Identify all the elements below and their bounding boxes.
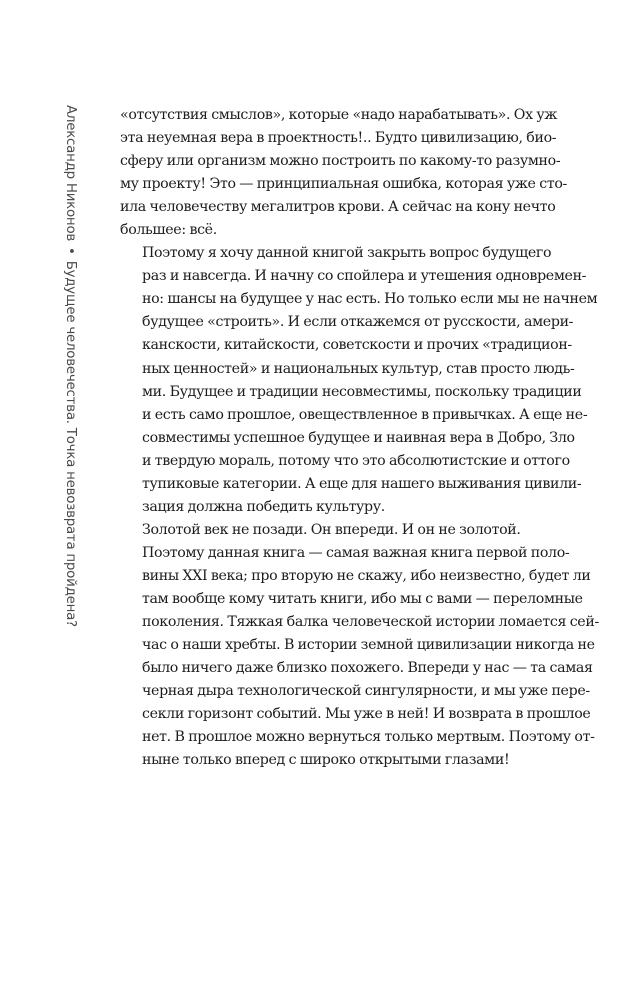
text-line: поколения. Тяжкая балка человеческой истории ломается сей- — [142, 614, 599, 631]
running-head-book-title: Будущее человечества. Точка невозврата пройдена? — [63, 260, 78, 627]
text-line: эта неуемная вера в проектность!.. Будто цивилизацию, био- — [120, 130, 557, 147]
running-head — [59, 105, 81, 665]
text-line: зация должна победить культуру. — [142, 498, 385, 515]
paragraph — [120, 519, 526, 542]
paragraph — [120, 542, 599, 772]
text-line: черная дыра технологической сингулярности, и мы уже пере- — [142, 683, 590, 700]
text-line: совместимы успешное будущее и наивная вера в Добро, Зло — [142, 429, 575, 446]
text-line: но: шансы на будущее у нас есть. Но только если мы не начнем — [142, 291, 598, 308]
text-line: му проекту! Это — принципиальная ошибка, которая уже сто- — [120, 176, 567, 193]
paragraph — [120, 242, 598, 519]
text-line: и твердую мораль, потому что это абсолютистские и оттого — [142, 452, 570, 469]
text-line: Поэтому я хочу данной книгой закрыть вопрос будущего — [142, 245, 552, 262]
text-line: сферу или организм можно построить по какому-то разумно- — [120, 153, 561, 170]
running-head-author: Александр Никонов — [63, 105, 78, 242]
text-line: секли горизонт событий. Мы уже в ней! И возврата в прошлое — [142, 706, 591, 723]
text-line: тупиковые категории. А еще для нашего выживания цивили- — [142, 475, 582, 492]
text-line: раз и навсегда. И начну со спойлера и утешения одновремен- — [142, 268, 587, 285]
text-line: ми. Будущее и традиции несовместимы, поскольку традиции — [142, 383, 582, 400]
text-line: было ничего даже близко похожего. Впереди у нас — та самая — [142, 660, 593, 677]
text-line: большее: всё. — [120, 222, 217, 239]
text-line: канскости, китайскости, советскости и прочих «традицион- — [142, 337, 572, 354]
text-line: будущее «строить». И если откажемся от русскости, амери- — [142, 314, 574, 331]
text-line: там вообще кому читать книги, ибо мы с вами — переломные — [142, 590, 583, 607]
text-line: ных ценностей» и национальных культур, став просто людь- — [142, 360, 575, 377]
text-line: час о наши хребты. В истории земной цивилизации никогда не — [142, 637, 595, 654]
text-line: Золотой век не позади. Он впереди. И он не золотой. — [142, 521, 521, 538]
text-line: «отсутствия смыслов», которые «надо нарабатывать». Ох уж — [120, 107, 558, 123]
body-text — [120, 104, 599, 772]
text-line: ныне только вперед с широко открытыми глазами! — [142, 752, 510, 769]
paragraph — [120, 104, 567, 242]
running-head-separator: • — [63, 247, 78, 255]
text-line: и есть само прошлое, овеществленное в привычках. А еще не- — [142, 406, 588, 423]
text-line: ила человечеству мегалитров крови. А сейчас на кону нечто — [120, 199, 556, 216]
text-line: нет. В прошлое можно вернуться только мертвым. Поэтому от- — [142, 729, 595, 746]
text-line: Поэтому данная книга — самая важная книга первой поло- — [142, 544, 570, 561]
text-line: вины XXI века; про вторую не скажу, ибо неизвестно, будет ли — [142, 567, 591, 584]
